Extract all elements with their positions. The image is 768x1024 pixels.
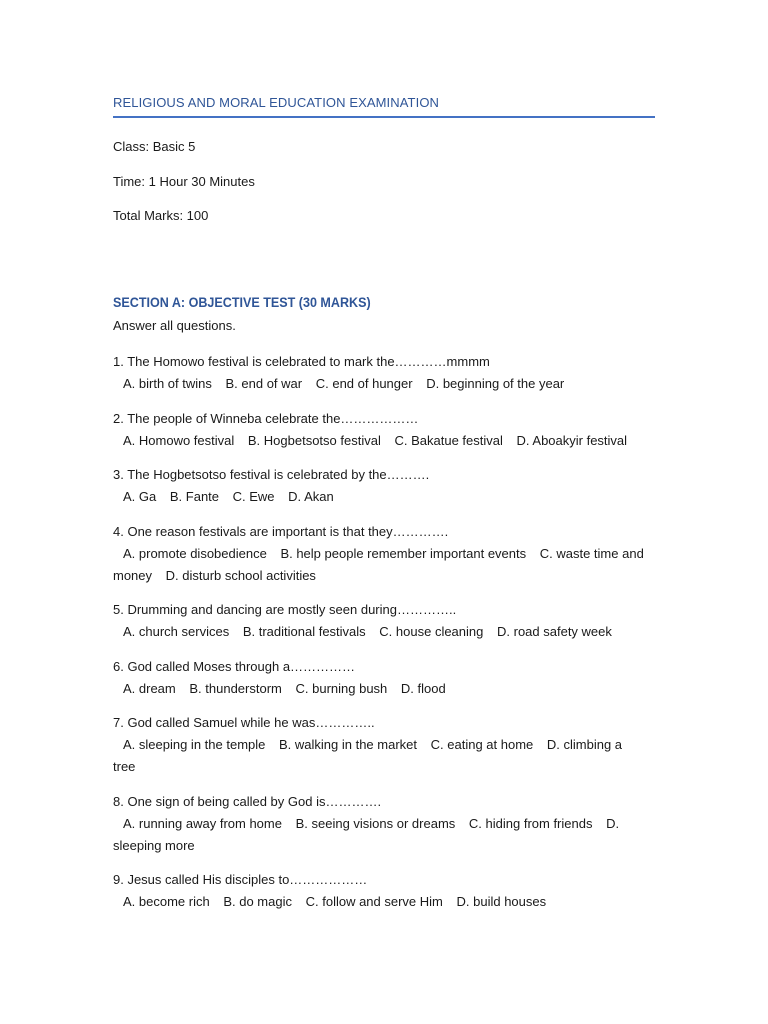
answer-option: D. flood	[400, 680, 446, 696]
question-item	[113, 351, 655, 395]
answer-option: C. follow and serve Him	[305, 894, 443, 909]
question-item	[113, 712, 655, 778]
title-underline	[113, 116, 655, 118]
question-item	[113, 791, 655, 857]
question-stem: 4. One reason festivals are important is that they………….	[113, 523, 449, 539]
document-title: RELIGIOUS AND MORAL EDUCATION EXAMINATION	[113, 95, 440, 110]
question-options	[113, 373, 655, 395]
answer-option: B. Fante	[169, 489, 220, 504]
question-item	[113, 656, 655, 700]
answer-option: C. waste time and money	[113, 545, 644, 583]
question-item	[113, 408, 655, 452]
question-stem: 8. One sign of being called by God is………….	[113, 793, 382, 809]
answer-option: A. birth of twins	[123, 376, 212, 391]
question-stem: 3. The Hogbetsotso festival is celebrated by the……….	[113, 467, 430, 482]
answer-option: A. dream	[123, 680, 176, 696]
time-line: Time: 1 Hour 30 Minutes	[113, 174, 255, 189]
answer-option: C. end of hunger	[315, 376, 413, 391]
question-options	[113, 813, 655, 857]
answer-option: B. Hogbetsotso festival	[247, 432, 381, 448]
question-list	[113, 351, 655, 926]
question-options	[113, 486, 655, 508]
answer-option: D. beginning of the year	[426, 376, 565, 391]
answer-option: D. sleeping more	[113, 815, 620, 853]
question-item	[113, 599, 655, 643]
question-options	[113, 621, 655, 643]
answer-option: D. road safety week	[497, 624, 612, 639]
answer-option: D. Aboakyir festival	[516, 432, 628, 448]
answer-option: A. sleeping in the temple	[123, 737, 266, 752]
answer-option: C. hiding from friends	[468, 815, 593, 831]
answer-option: C. house cleaning	[379, 624, 484, 639]
question-stem: 7. God called Samuel while he was…………..	[113, 715, 375, 730]
answer-option: B. end of war	[225, 376, 303, 391]
answer-option: C. Ewe	[232, 489, 275, 504]
answer-option: A. church services	[123, 624, 230, 639]
question-item	[113, 521, 655, 587]
question-item	[113, 464, 655, 508]
answer-option: B. thunderstorm	[189, 680, 282, 696]
section-a-heading: SECTION A: OBJECTIVE TEST (30 MARKS)	[113, 295, 371, 310]
question-options	[113, 891, 655, 913]
answer-option: A. Homowo festival	[123, 432, 235, 448]
answer-option: C. eating at home	[430, 737, 534, 752]
answer-option: B. help people remember important events	[280, 545, 527, 561]
answer-option: C. Bakatue festival	[394, 432, 503, 448]
question-stem: 2. The people of Winneba celebrate the………………	[113, 410, 419, 426]
question-options	[113, 678, 655, 700]
answer-option: A. become rich	[123, 894, 210, 909]
question-stem: 9. Jesus called His disciples to………………	[113, 872, 368, 887]
question-options	[113, 543, 655, 587]
answer-option: B. do magic	[223, 894, 292, 909]
question-stem: 6. God called Moses through a……………	[113, 658, 356, 674]
answer-option: D. Akan	[288, 489, 334, 504]
answer-option: D. build houses	[456, 894, 547, 909]
question-item	[113, 869, 655, 913]
answer-option: B. seeing visions or dreams	[295, 815, 456, 831]
question-stem: 1. The Homowo festival is celebrated to mark the…………mmmm	[113, 354, 490, 369]
answer-option: C. burning bush	[295, 680, 388, 696]
class-line: Class: Basic 5	[113, 139, 196, 154]
question-options	[113, 430, 655, 452]
question-stem: 5. Drumming and dancing are mostly seen during…………..	[113, 602, 457, 617]
answer-option: B. traditional festivals	[242, 624, 366, 639]
answer-option: A. Ga	[123, 489, 157, 504]
answer-option: D. climbing a tree	[113, 737, 623, 774]
answer-option: B. walking in the market	[279, 737, 418, 752]
question-options	[113, 734, 655, 778]
answer-option: A. running away from home	[123, 815, 282, 831]
total-marks-line: Total Marks: 100	[113, 208, 209, 223]
answer-option: A. promote disobedience	[123, 545, 267, 561]
section-a-instructions: Answer all questions.	[113, 318, 236, 333]
answer-option: D. disturb school activities	[165, 567, 316, 583]
